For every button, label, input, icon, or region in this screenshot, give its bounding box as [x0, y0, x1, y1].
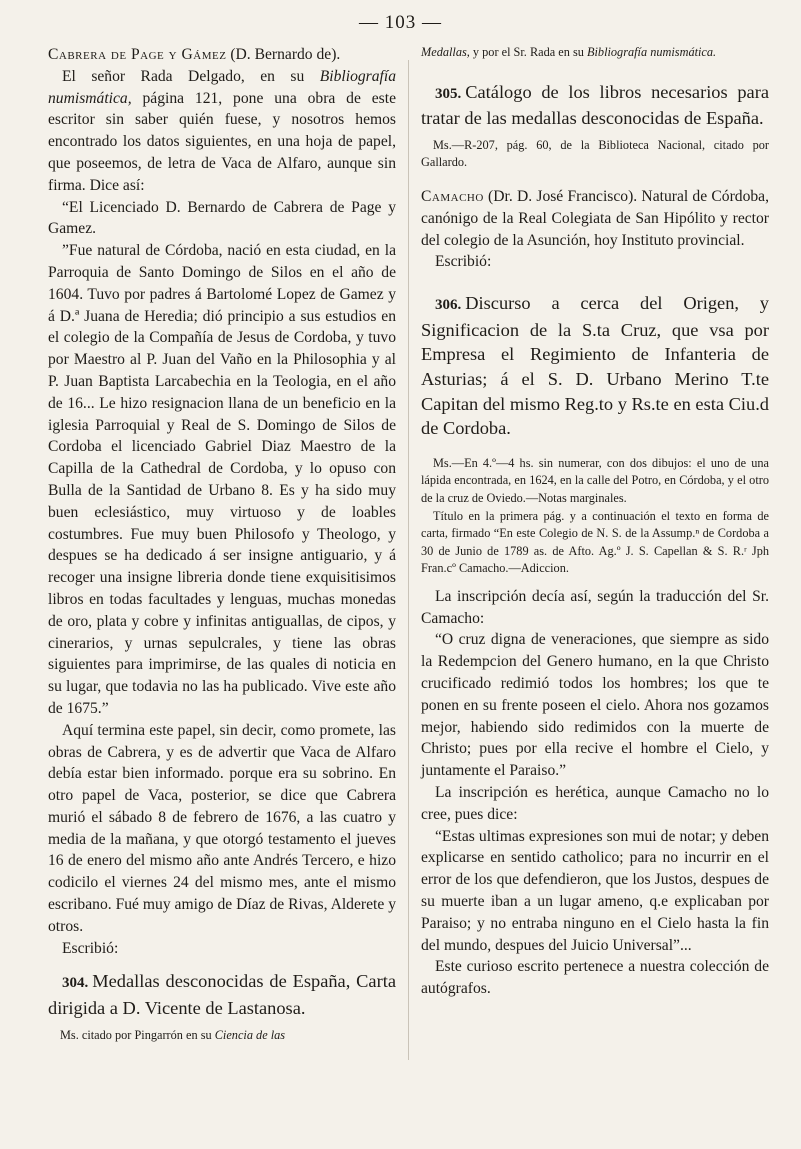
author-heading-cabrera — [48, 44, 396, 66]
paragraph: Aquí termina este papel, sin decir, como promete, las obras de Cabrera, y es de advertir que Vaca de Alfaro debía estar bien informado. porque era su sobrino. En otro papel de Vaca, posterior, se dice que Cabrera murió el sábado 8 de febrero de 1676, a las cuatro y media de la mañana, y que otorgó testamento el jueves 16 de enero del mismo año ante Andrés Tercero, e hizo codicilo el viernes 24 del mismo mes, ante el mismo escribano. Fué muy amigo de Díaz de Rivas, Alderete y otros. — [48, 721, 396, 935]
catalog-entry-305 — [421, 80, 769, 131]
author-surname: Cabrera de Page y Gámez — [48, 46, 227, 63]
entry-note: Ms.—En 4.º—4 hs. sin numerar, con dos dibujos: el uno de una lápida encontrada, en 1624, en la calle del Potro, en Córdoba, y el otro de la cruz de Oviedo.—Notas marginales. — [421, 455, 769, 505]
entry-note — [48, 1027, 396, 1045]
author-surname: Camacho — [421, 187, 484, 205]
text-run: y por el Sr. Rada en su — [469, 45, 587, 59]
text-run: El señor Rada Delgado, en su — [62, 67, 320, 85]
text-run: página 121, pone una obra de este escritor sin saber quién fuese, y nosotros hemos encontrado los datos siguientes, en una hoja de papel, que poseemos, de letra de Vaca de Alfaro, aunque sin firma. Dice así: — [48, 89, 396, 194]
paragraph: La inscripción decía así, según la traducción del Sr. Camacho: — [421, 587, 769, 627]
quote-paragraph: “O cruz digna de veneraciones, que siempre as sido la Redempcion del Genero humano, en la que Christo crucificado redimió todos los hombres; los que te ponen en su frente poseen el cielo. Ahora nos gozamos mejor, habiendo sido redimidos con la muerte de Christo; pues por ella recive el hombre el Cielo, y juntamente el Paraiso.” — [421, 631, 769, 780]
text-run: Ms. citado por Pingarrón en su — [60, 1027, 215, 1042]
paragraph — [48, 66, 396, 197]
entry-title: Discurso a cerca del Origen, y Significacion de la S.ta Cruz, que vsa por Empresa el Regimiento de Infanteria de Asturias; á el S. D. Urbano Merino T.te Capitan del mismo Reg.to y Rs.te en esta Ciu.d de Cordoba. — [421, 293, 769, 439]
entry-number: 306. — [435, 297, 462, 314]
cited-title: Medallas, — [421, 45, 470, 59]
author-name-rest: (Dr. D. José Francisco). Natural de Córdoba, canónigo de la Real Colegiata de San Hipólito y rector del colegio de la Asunción, hoy Instituto provincial. — [421, 187, 769, 249]
catalog-entry-304 — [48, 969, 396, 1020]
paragraph: La inscripción es herética, aunque Camacho no lo cree, pues dice: — [421, 784, 769, 823]
entry-number: 305. — [435, 85, 462, 102]
right-column — [421, 44, 769, 1000]
column-divider — [408, 60, 409, 1060]
paragraph: Este curioso escrito pertenece a nuestra colección de autógrafos. — [421, 958, 769, 998]
cited-title: Bibliografía numismática, — [48, 67, 396, 107]
quote-paragraph: “Estas ultimas expresiones son mui de notar; y deben explicarse en sentido catholico; para no incurrir en el error de los que defendieron, que los Justos, despues de su muerte iban a un lugar ameno, q.e explicaban por Paraiso; y no entraba ninguno en el Cielo hasta la fin del mundo, despues del Juicio Universal”... — [421, 827, 769, 954]
author-heading-camacho — [421, 186, 769, 251]
entry-title: Medallas desconocidas de España, Carta dirigida a D. Vicente de Lastanosa. — [48, 971, 396, 1019]
catalog-entry-306 — [421, 291, 769, 441]
entry-number: 304. — [62, 975, 89, 992]
entry-note: Ms.—R-207, pág. 60, de la Biblioteca Nacional, citado por Gallardo. — [421, 137, 769, 170]
entry-title: Catálogo de los libros necesarios para tratar de las medallas desconocidas de España. — [421, 81, 769, 129]
entry-note: Título en la primera pág. y a continuación el texto en forma de carta, firmado “En este Colegio de N. S. de la Assump.ⁿ de Cordoba a 30 de Junio de 1789 as. de Afto. Ag.º J. S. Capellan & S. R.ʳ Jph Fran.cº Camacho.—Adiccion. — [421, 508, 769, 576]
entry-note-continued — [421, 44, 769, 62]
cited-title: Ciencia de las — [214, 1027, 286, 1042]
quote-paragraph: “El Licenciado D. Bernardo de Cabrera de Page y Gamez. — [48, 198, 396, 238]
left-column — [48, 44, 396, 1044]
escribio-label: Escribió: — [62, 939, 119, 957]
cited-title: Bibliografía numismática. — [587, 45, 717, 59]
quote-paragraph: ”Fue natural de Córdoba, nació en esta ciudad, en la Parroquia de Santo Domingo de Silos en el año de 1604. Tuvo por padres á Bartolomé Lopez de Gamez y á D.ª Juana de Heredia; dió principio a sus estudios en el colegio de la Compañía de Jesus de Cordoba, y tuvo por Maestro al P. Juan del Vaño en la Philosophia y al P. Juan Baptista Larcabechia en la Teologia, en el año de 16... Le hizo resignacion llana de un beneficio en la iglesia Parroquial y Real de S. Domingo de Silos de Cordoba el licenciado Gabriel Diaz Maestro de la Capilla de la Cathedral de Cordoba, y lo opuso con Bulla de la Santidad de Urbano 8. Es y ha sido muy buen eclesiástico, muy virtuoso y de loables costumbres. Fue muy buen Philosofo y Theologo, y despues se ha dedicado á ser insigne antiguario, y á recoger una insigne libreria donde tiene exquisitisimos libros en todas facultades y lenguas, muchas monedas de oro, plata y cobre y infinitas antiguallas, de cipos, y cinerarios, y urnas sepulcrales, y tiene las obras siguientes para imprimirse, de las quales di noticia en su lugar, que todavia no las ha publicado. Vive este año de 1675.” — [48, 242, 396, 717]
escribio-label: Escribió: — [435, 253, 492, 271]
page-number: — 103 — — [359, 12, 442, 33]
author-name-rest: (D. Bernardo de). — [226, 46, 341, 63]
